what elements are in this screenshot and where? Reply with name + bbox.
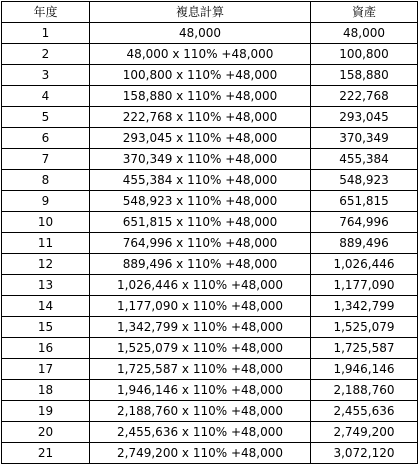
- calculation-cell: 158,880 x 110% +48,000: [90, 86, 311, 107]
- assets-cell: 2,455,636: [311, 401, 418, 422]
- calculation-cell: 1,946,146 x 110% +48,000: [90, 380, 311, 401]
- assets-cell: 158,880: [311, 65, 418, 86]
- calculation-cell: 1,177,090 x 110% +48,000: [90, 296, 311, 317]
- assets-cell: 370,349: [311, 128, 418, 149]
- assets-cell: 293,045: [311, 107, 418, 128]
- table-row: [2, 44, 418, 65]
- year-cell: 16: [2, 338, 90, 359]
- calculation-cell: 48,000: [90, 23, 311, 44]
- compound-interest-table: [1, 1, 418, 464]
- calculation-cell: 889,496 x 110% +48,000: [90, 254, 311, 275]
- assets-cell: 1,026,446: [311, 254, 418, 275]
- header-row: [2, 2, 418, 23]
- year-cell: 20: [2, 422, 90, 443]
- calculation-cell: 455,384 x 110% +48,000: [90, 170, 311, 191]
- table-row: [2, 380, 418, 401]
- calculation-cell: 651,815 x 110% +48,000: [90, 212, 311, 233]
- table-row: [2, 65, 418, 86]
- year-cell: 4: [2, 86, 90, 107]
- assets-cell: 1,342,799: [311, 296, 418, 317]
- year-cell: 13: [2, 275, 90, 296]
- year-cell: 17: [2, 359, 90, 380]
- table-row: [2, 170, 418, 191]
- assets-cell: 548,923: [311, 170, 418, 191]
- assets-cell: 3,072,120: [311, 443, 418, 464]
- table-row: [2, 401, 418, 422]
- table-row: [2, 422, 418, 443]
- year-cell: 2: [2, 44, 90, 65]
- calculation-cell: 100,800 x 110% +48,000: [90, 65, 311, 86]
- calculation-cell: 1,342,799 x 110% +48,000: [90, 317, 311, 338]
- year-cell: 12: [2, 254, 90, 275]
- table-row: [2, 338, 418, 359]
- header-year: 年度: [2, 2, 90, 23]
- assets-cell: 1,177,090: [311, 275, 418, 296]
- table-row: [2, 23, 418, 44]
- assets-cell: 651,815: [311, 191, 418, 212]
- year-cell: 6: [2, 128, 90, 149]
- year-cell: 10: [2, 212, 90, 233]
- table-row: [2, 107, 418, 128]
- calculation-cell: 222,768 x 110% +48,000: [90, 107, 311, 128]
- assets-cell: 1,946,146: [311, 359, 418, 380]
- calculation-cell: 1,026,446 x 110% +48,000: [90, 275, 311, 296]
- assets-cell: 1,725,587: [311, 338, 418, 359]
- header-calculation: 複息計算: [90, 2, 311, 23]
- table-row: [2, 128, 418, 149]
- year-cell: 15: [2, 317, 90, 338]
- header-assets: 資產: [311, 2, 418, 23]
- assets-cell: 455,384: [311, 149, 418, 170]
- calculation-cell: 764,996 x 110% +48,000: [90, 233, 311, 254]
- table-row: [2, 359, 418, 380]
- calculation-cell: 1,525,079 x 110% +48,000: [90, 338, 311, 359]
- table-row: [2, 443, 418, 464]
- table-row: [2, 191, 418, 212]
- year-cell: 1: [2, 23, 90, 44]
- calculation-cell: 293,045 x 110% +48,000: [90, 128, 311, 149]
- year-cell: 21: [2, 443, 90, 464]
- assets-cell: 1,525,079: [311, 317, 418, 338]
- table-row: [2, 275, 418, 296]
- assets-cell: 100,800: [311, 44, 418, 65]
- table-row: [2, 254, 418, 275]
- table-row: [2, 296, 418, 317]
- calculation-cell: 548,923 x 110% +48,000: [90, 191, 311, 212]
- table-row: [2, 233, 418, 254]
- year-cell: 14: [2, 296, 90, 317]
- assets-cell: 889,496: [311, 233, 418, 254]
- year-cell: 5: [2, 107, 90, 128]
- assets-cell: 222,768: [311, 86, 418, 107]
- assets-cell: 2,749,200: [311, 422, 418, 443]
- calculation-cell: 370,349 x 110% +48,000: [90, 149, 311, 170]
- calculation-cell: 1,725,587 x 110% +48,000: [90, 359, 311, 380]
- year-cell: 7: [2, 149, 90, 170]
- calculation-cell: 2,188,760 x 110% +48,000: [90, 401, 311, 422]
- calculation-cell: 48,000 x 110% +48,000: [90, 44, 311, 65]
- year-cell: 19: [2, 401, 90, 422]
- calculation-cell: 2,455,636 x 110% +48,000: [90, 422, 311, 443]
- assets-cell: 764,996: [311, 212, 418, 233]
- assets-cell: 48,000: [311, 23, 418, 44]
- assets-cell: 2,188,760: [311, 380, 418, 401]
- year-cell: 18: [2, 380, 90, 401]
- table-row: [2, 149, 418, 170]
- table-row: [2, 86, 418, 107]
- year-cell: 9: [2, 191, 90, 212]
- year-cell: 3: [2, 65, 90, 86]
- table-row: [2, 317, 418, 338]
- table-row: [2, 212, 418, 233]
- year-cell: 8: [2, 170, 90, 191]
- year-cell: 11: [2, 233, 90, 254]
- calculation-cell: 2,749,200 x 110% +48,000: [90, 443, 311, 464]
